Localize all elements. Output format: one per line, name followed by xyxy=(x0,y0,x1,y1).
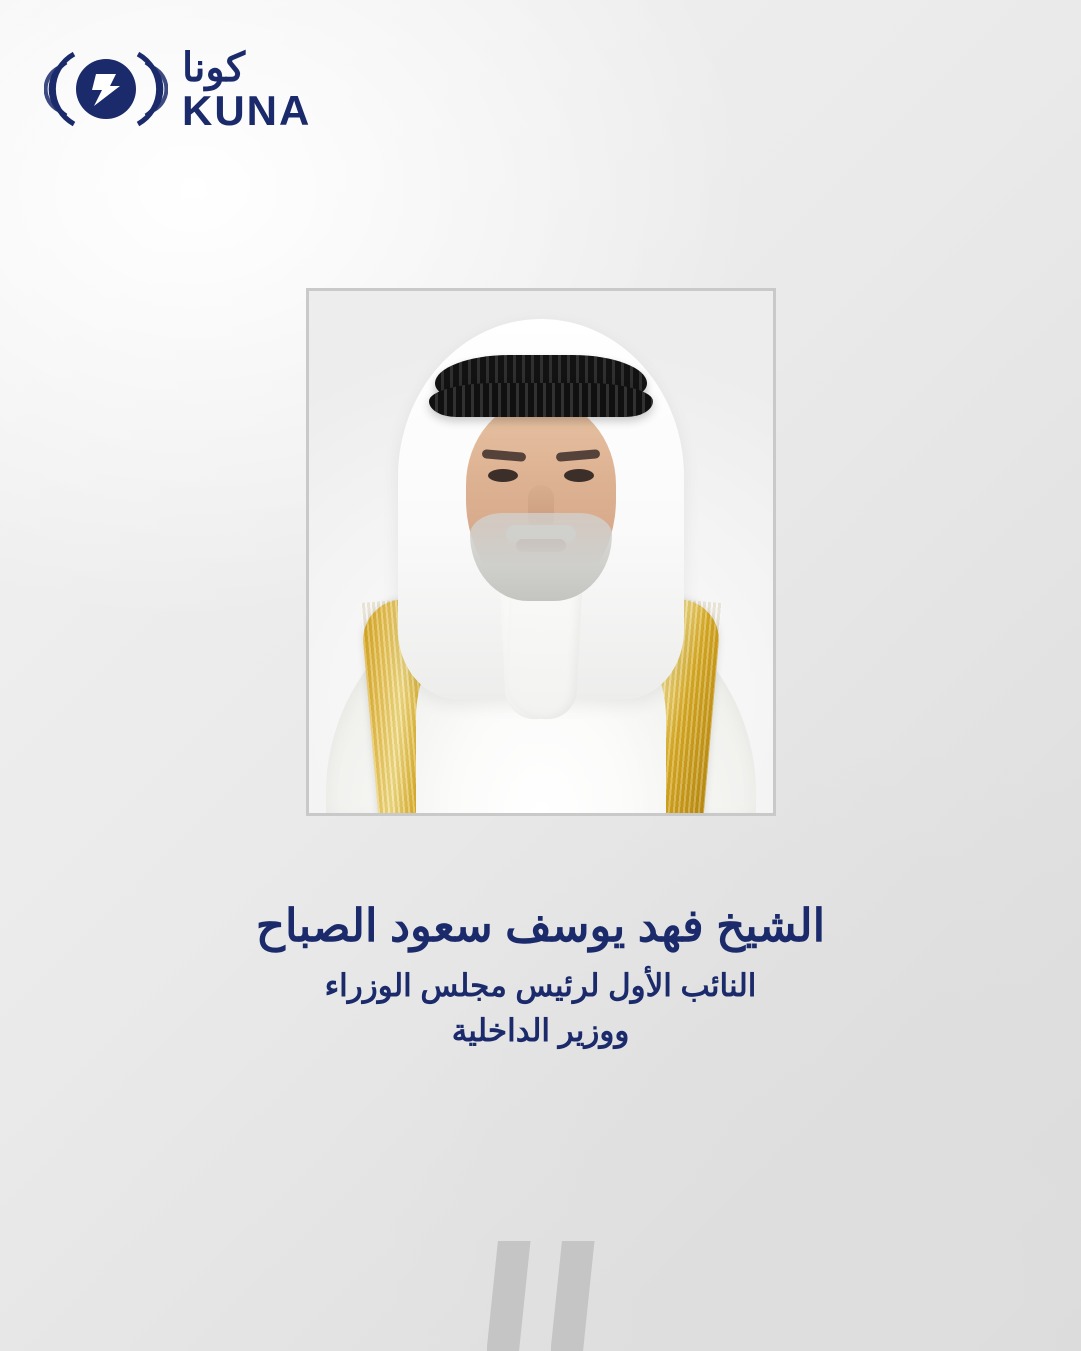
face-shape xyxy=(466,399,616,595)
eyebrow-left xyxy=(482,449,527,462)
kuna-radar-logo-icon xyxy=(44,42,168,136)
egal-cord-lower xyxy=(429,383,653,417)
person-title-line-1: النائب الأول لرئيس مجلس الوزراء xyxy=(324,968,757,1004)
caption-block xyxy=(0,898,1081,1054)
eye-left xyxy=(488,469,518,482)
portrait-frame xyxy=(306,288,776,816)
quote-mark-icon xyxy=(477,1241,605,1351)
kuna-logo xyxy=(44,42,311,136)
person-title-line-2: ووزير الداخلية xyxy=(451,1013,630,1049)
logo-arabic-text: كونا xyxy=(182,46,246,90)
eye-right xyxy=(564,469,594,482)
logo-english-text: KUNA xyxy=(182,87,312,134)
kuna-wordmark xyxy=(182,48,311,132)
person-name: الشيخ فهد يوسف سعود الصباح xyxy=(255,900,826,951)
eyebrow-right xyxy=(556,449,601,462)
quote-bar-right xyxy=(487,1241,531,1351)
portrait-photo xyxy=(309,291,773,813)
quote-bar-left xyxy=(551,1241,595,1351)
